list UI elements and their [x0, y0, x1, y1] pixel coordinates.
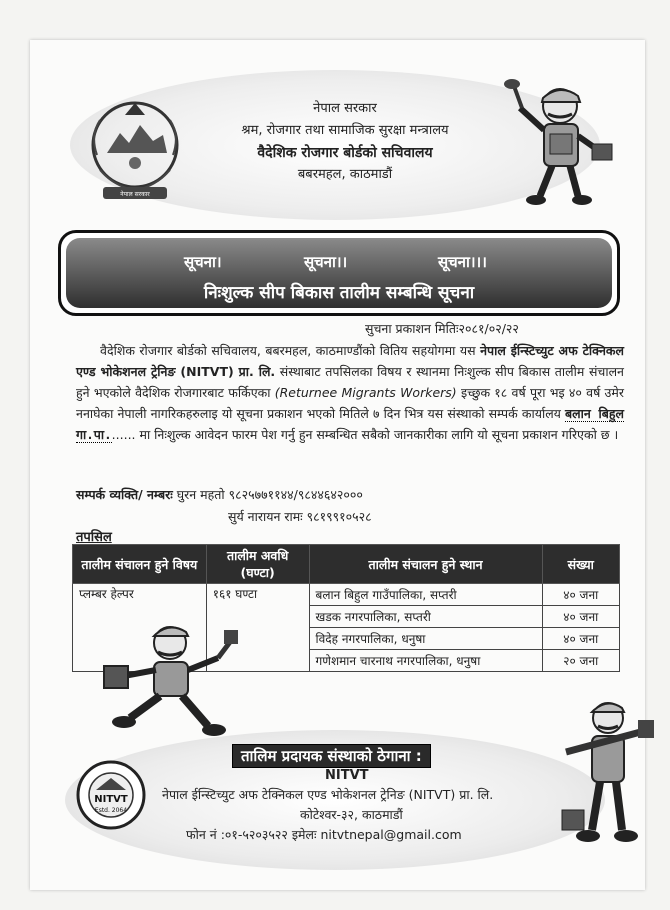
header-place: तालीम संचालन हुने स्थान — [309, 545, 542, 584]
banner-title: निःशुल्क सीप बिकास तालीम सम्बन्धि सूचना — [203, 283, 475, 303]
returnee-label: (Returnee Migrants Workers) — [274, 385, 457, 400]
table-row — [73, 584, 620, 606]
notice-label-1: सूचना। — [184, 253, 222, 271]
table-caption: तपसिल — [76, 530, 112, 545]
provider-contact: फोन नं :०१-५२०३५२२ इमेलः nitvtnepal@gmail.com — [186, 827, 462, 842]
government-header — [210, 98, 480, 186]
count-cell: ४० जना — [542, 628, 619, 650]
header-count: संख्या — [542, 545, 619, 584]
body-part-2: संस्थाबाट तपसिलका विषय र स्थानमा निःशुल्क सीप बिकास तालीम संचालन हुने भएकोले वैदेशिक रोजगारबाट फर्किएका — [76, 364, 624, 400]
notice-label-3: सूचना।।। — [438, 253, 487, 271]
notice-body — [76, 340, 624, 445]
gov-line-3: वैदेशिक रोजगार बोर्डको सचिवालय — [257, 145, 433, 161]
contact-label: सम्पर्क व्यक्ति/ नम्बरः — [76, 487, 173, 502]
logo-name: NITVT — [94, 794, 128, 805]
gov-line-2: श्रम, रोजगार तथा सामाजिक सुरक्षा मन्त्रालय — [241, 123, 449, 138]
provider-short-name: NITVT — [325, 768, 369, 783]
plumber-cartoon-icon — [500, 78, 615, 208]
provider-address-title: तालिम प्रदायक संस्थाको ठेगाना : — [232, 744, 431, 768]
count-cell: ४० जना — [542, 606, 619, 628]
publication-date-value: २०८१/०२/२२ — [458, 321, 519, 336]
body-part-4: ...... मा निःशुल्क आवेदन फारम पेश गर्नु हुन सम्बन्धित सबैको जानकारीका लागि यो सूचना प्रकाशन गरिएको छ । — [111, 427, 619, 442]
place-cell: बलान बिहुल गाउँपालिका, सप्तरी — [309, 584, 542, 606]
place-cell: गणेशमान चारनाथ नगरपालिका, धनुषा — [309, 650, 542, 672]
plumber-wrench-icon — [560, 690, 655, 855]
notice-banner — [58, 230, 620, 316]
count-cell: ४० जना — [542, 584, 619, 606]
publication-date-label: सुचना प्रकाशन मितिः — [365, 321, 459, 336]
place-cell: खडक नगरपालिका, सप्तरी — [309, 606, 542, 628]
provider-address: कोटेश्वर-३२, काठमाडौं — [300, 807, 403, 822]
provider-full-name: नेपाल ईन्स्टिच्युट अफ टेक्निकल एण्ड भोकेशनल ट्रेनिङ (NITVT) प्रा. लि. — [162, 787, 494, 802]
body-intro: वैदेशिक रोजगार बोर्डको सचिवालय, बबरमहल, काठमाण्डौंको वितिय सहयोगमा यस — [100, 343, 476, 358]
logo-estd: Estd. 2064 — [94, 807, 128, 814]
org-name: नेपाल ईन्स्टिच्युट अफ टेक्निकल एण्ड भोकेशनल ट्रेनिङ (NITVT) प्रा. लि. — [76, 343, 624, 379]
nepal-emblem-icon — [85, 95, 185, 205]
header-duration: तालीम अवधि (घण्टा) — [206, 545, 309, 584]
header-subject: तालीम संचालन हुने विषय — [73, 545, 207, 584]
publication-date — [365, 320, 519, 337]
running-plumber-icon — [100, 608, 270, 743]
emblem-banner-text: नेपाल सरकार — [120, 191, 150, 198]
nitvt-logo-icon — [76, 760, 146, 830]
gov-line-4: बबरमहल, काठमाडौं — [297, 167, 393, 182]
contact-person-2: सुर्य नारायन रामः ९८१९९१०५२८ — [228, 509, 372, 524]
contact-office: बलान बिहुल गा.पा. — [76, 406, 624, 442]
notice-label-2: सूचना।। — [304, 253, 348, 271]
duration-cell: १६१ घण्टा — [206, 584, 309, 672]
place-cell: विदेह नगरपालिका, धनुषा — [309, 628, 542, 650]
gov-line-1: नेपाल सरकार — [313, 101, 377, 116]
body-part-3: इच्छुक १८ वर्ष पूरा भइ ४० वर्ष उमेर ननाघेका नेपाली नागरिकहरुलाइ यो सूचना प्रकाशन भएको मितिले ७ दिन भित्र यस संस्थाको सम्पर्क कार्यालय — [76, 385, 624, 421]
count-cell: २० जना — [542, 650, 619, 672]
contact-person-1: घुरन महतो ९८२५७७११४४/९८४४६४२००० — [176, 487, 363, 502]
contact-info — [76, 484, 372, 528]
subject-cell: प्लम्बर हेल्पर — [73, 584, 207, 672]
